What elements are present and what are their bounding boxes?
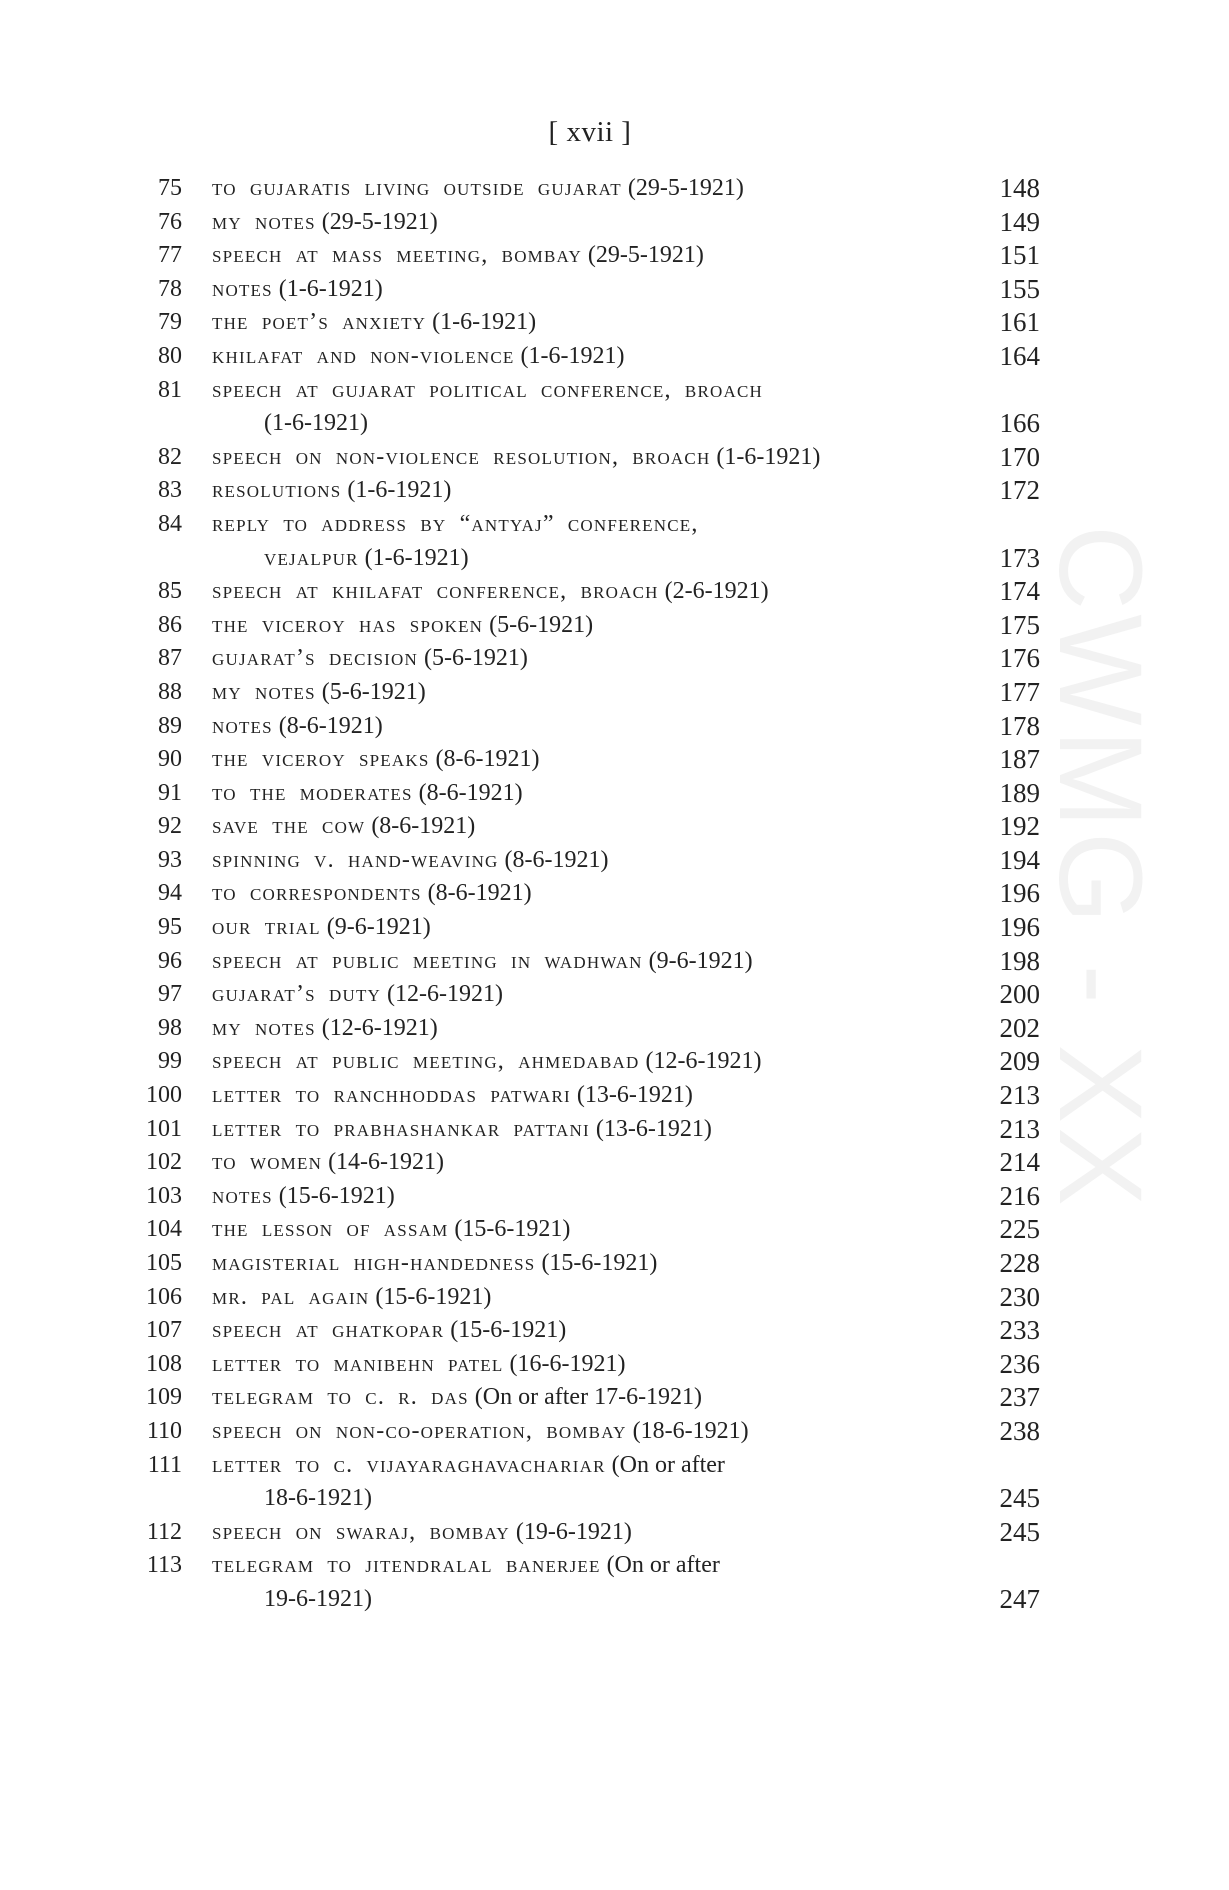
entry-page: 247 bbox=[999, 1583, 1040, 1614]
contents-entry bbox=[140, 306, 1040, 340]
entry-date: (5-6-1921) bbox=[423, 645, 528, 672]
entry-page: 151 bbox=[999, 240, 1040, 271]
contents-entry bbox=[140, 1180, 1040, 1214]
contents-entry bbox=[140, 441, 1040, 475]
entry-page: 172 bbox=[999, 475, 1040, 506]
entry-title bbox=[212, 1348, 1064, 1382]
entry-title bbox=[212, 1079, 1064, 1113]
entry-title bbox=[212, 810, 1064, 844]
entry-number: 93 bbox=[158, 846, 182, 873]
entry-title-text: my notes bbox=[212, 208, 316, 235]
entry-page: 175 bbox=[999, 609, 1040, 640]
contents-entry bbox=[140, 1549, 1040, 1616]
entry-title-text: notes bbox=[212, 1182, 273, 1209]
entry-page: 233 bbox=[999, 1315, 1040, 1346]
entry-page: 228 bbox=[999, 1248, 1040, 1278]
entry-title-text: gujarat’s decision bbox=[212, 645, 418, 672]
entry-page: 177 bbox=[999, 676, 1040, 707]
entry-date: (13-6-1921) bbox=[595, 1115, 712, 1142]
entry-title-text: magisterial high-handedness bbox=[212, 1250, 536, 1276]
entry-title-text: letter to manibehn patel bbox=[212, 1350, 504, 1377]
entry-title-text: resolutions bbox=[212, 477, 342, 504]
entry-title-text: spinning v. hand-weaving bbox=[212, 846, 499, 873]
entry-number: 96 bbox=[158, 947, 182, 974]
entry-title-text: letter to prabhashankar pattani bbox=[212, 1115, 590, 1142]
entry-title bbox=[212, 273, 1064, 307]
entry-page: 213 bbox=[999, 1113, 1040, 1144]
contents-entry bbox=[140, 1415, 1040, 1449]
entry-title bbox=[212, 1281, 1064, 1315]
contents-entry bbox=[140, 844, 1040, 878]
contents-entry bbox=[140, 710, 1040, 744]
entry-title bbox=[212, 609, 1064, 643]
contents-entry bbox=[140, 1449, 1040, 1516]
entry-page: 236 bbox=[999, 1348, 1040, 1379]
contents-entry bbox=[140, 743, 1040, 777]
entry-date: (1-6-1921) bbox=[264, 410, 368, 437]
entry-title bbox=[212, 1449, 1064, 1516]
entry-page: 216 bbox=[999, 1180, 1040, 1211]
entry-date: (12-6-1921) bbox=[321, 1014, 438, 1041]
entry-title-text: speech on non-co-operation, bombay bbox=[212, 1417, 627, 1444]
entry-date-start: (On or after bbox=[611, 1451, 725, 1478]
entry-title bbox=[212, 1247, 1064, 1281]
entry-number: 107 bbox=[146, 1317, 182, 1344]
contents-entry bbox=[140, 172, 1040, 206]
entry-date: (1-6-1921) bbox=[278, 275, 383, 302]
contents-entry bbox=[140, 1146, 1040, 1180]
entry-date: (15-6-1921) bbox=[454, 1216, 571, 1243]
entry-number: 83 bbox=[158, 477, 182, 504]
entry-number: 76 bbox=[158, 208, 182, 235]
entry-title bbox=[212, 206, 1064, 240]
contents-entry bbox=[140, 609, 1040, 643]
contents-entry bbox=[140, 239, 1040, 273]
contents-entry bbox=[140, 1348, 1040, 1382]
entry-number: 88 bbox=[158, 678, 182, 705]
contents-entry bbox=[140, 1045, 1040, 1079]
entry-page: 189 bbox=[999, 777, 1040, 808]
entry-title bbox=[212, 978, 1064, 1012]
entry-number: 112 bbox=[146, 1518, 182, 1545]
contents-entry bbox=[140, 1247, 1040, 1281]
entry-number: 109 bbox=[146, 1384, 182, 1411]
entry-title bbox=[212, 911, 1064, 945]
entry-page: 155 bbox=[999, 273, 1040, 304]
entry-title-text: my notes bbox=[212, 1014, 316, 1041]
entry-page: 170 bbox=[999, 441, 1040, 472]
entry-title-text: the viceroy speaks bbox=[212, 746, 430, 773]
contents-entry bbox=[140, 374, 1040, 441]
entry-date: (12-6-1921) bbox=[387, 981, 503, 1008]
entry-title-text: to the moderates bbox=[212, 779, 413, 806]
entry-title bbox=[212, 508, 1064, 575]
entry-title bbox=[212, 1180, 1064, 1214]
entry-title-text: reply to address by “antyaj” conference, bbox=[212, 510, 699, 537]
entry-date: (15-6-1921) bbox=[375, 1283, 492, 1310]
contents-entry bbox=[140, 1079, 1040, 1113]
entry-number: 110 bbox=[146, 1417, 182, 1444]
entry-date: (On or after 17-6-1921) bbox=[474, 1384, 703, 1411]
entry-title bbox=[212, 172, 1064, 206]
entry-title-text: to women bbox=[212, 1149, 323, 1176]
entry-title bbox=[212, 1213, 1064, 1247]
entry-number: 80 bbox=[158, 342, 182, 369]
entry-number: 78 bbox=[158, 275, 182, 302]
entry-title bbox=[212, 1113, 1064, 1147]
entry-title bbox=[212, 340, 1064, 374]
entry-number: 95 bbox=[158, 914, 182, 941]
watermark-text: CWMG - XX bbox=[1034, 525, 1166, 1210]
entry-page: 200 bbox=[999, 979, 1040, 1010]
contents-entry bbox=[140, 474, 1040, 508]
entry-date: (1-6-1921) bbox=[716, 443, 821, 470]
entry-page: 237 bbox=[999, 1382, 1040, 1413]
entry-title bbox=[212, 844, 1064, 878]
entry-page: 173 bbox=[999, 542, 1040, 573]
page-number: [ xvii ] bbox=[548, 116, 632, 148]
entry-title bbox=[212, 575, 1064, 609]
contents-entry bbox=[140, 978, 1040, 1012]
entry-number: 103 bbox=[146, 1182, 182, 1209]
entry-title bbox=[212, 1549, 1064, 1616]
entry-date: (16-6-1921) bbox=[509, 1350, 626, 1377]
contents-entry bbox=[140, 1381, 1040, 1415]
entry-number: 111 bbox=[147, 1451, 182, 1478]
contents-entry bbox=[140, 810, 1040, 844]
entry-page: 238 bbox=[999, 1415, 1040, 1446]
entry-page: 209 bbox=[999, 1046, 1040, 1077]
contents-entry bbox=[140, 777, 1040, 811]
entry-title bbox=[212, 743, 1064, 777]
entry-date: (8-6-1921) bbox=[504, 846, 609, 873]
entry-title bbox=[212, 877, 1064, 911]
entry-page: 213 bbox=[999, 1080, 1040, 1111]
contents-entry bbox=[140, 1113, 1040, 1147]
entry-title-text: save the cow bbox=[212, 813, 366, 840]
entry-page: 192 bbox=[999, 811, 1040, 842]
entry-date: (29-5-1921) bbox=[321, 208, 438, 235]
entry-date-end: 18-6-1921) bbox=[264, 1485, 372, 1512]
contents-entry bbox=[140, 1213, 1040, 1247]
entry-title bbox=[212, 1415, 1064, 1449]
entry-title bbox=[212, 710, 1064, 744]
contents-entry bbox=[140, 911, 1040, 945]
entry-title-text: mr. pal again bbox=[212, 1283, 370, 1310]
entry-title-text: the poet’s anxiety bbox=[212, 309, 427, 336]
entry-number: 106 bbox=[146, 1283, 182, 1310]
entry-title bbox=[212, 239, 1064, 273]
entry-date: (1-6-1921) bbox=[520, 342, 625, 369]
entry-date: (15-6-1921) bbox=[278, 1182, 395, 1209]
entry-number: 108 bbox=[146, 1350, 182, 1377]
entry-title-text: letter to ranchhoddas patwari bbox=[212, 1082, 571, 1109]
entry-number: 90 bbox=[158, 746, 182, 773]
contents-entry bbox=[140, 676, 1040, 710]
entry-title-text: our trial bbox=[212, 914, 321, 941]
entry-date: (1-6-1921) bbox=[347, 477, 452, 504]
entry-date: (15-6-1921) bbox=[541, 1250, 658, 1276]
contents-entry bbox=[140, 642, 1040, 676]
entry-page: 230 bbox=[999, 1281, 1040, 1312]
entry-title bbox=[212, 945, 1064, 979]
entry-date: (8-6-1921) bbox=[418, 779, 523, 806]
entry-title-text: the viceroy has spoken bbox=[212, 611, 484, 638]
entry-number: 94 bbox=[158, 880, 182, 907]
entry-number: 81 bbox=[158, 376, 182, 403]
contents-entry bbox=[140, 945, 1040, 979]
entry-number: 98 bbox=[158, 1014, 182, 1041]
entry-title-text: telegram to jitendralal banerjee bbox=[212, 1552, 601, 1579]
entry-date: (8-6-1921) bbox=[278, 712, 383, 739]
entry-title bbox=[212, 1146, 1064, 1180]
entry-title-text: speech at khilafat conference, broach bbox=[212, 578, 659, 605]
entry-title bbox=[212, 777, 1064, 811]
entry-number: 97 bbox=[158, 981, 182, 1008]
entry-title-text: speech on non-violence resolution, broach bbox=[212, 443, 711, 470]
entry-date: (12-6-1921) bbox=[645, 1048, 762, 1075]
entry-title bbox=[212, 1045, 1064, 1079]
entry-number: 75 bbox=[158, 175, 182, 201]
entry-title-text: speech at mass meeting, bombay bbox=[212, 242, 582, 269]
entry-title-text: the lesson of assam bbox=[212, 1216, 449, 1243]
entry-title bbox=[212, 1012, 1064, 1046]
entry-title-text: gujarat’s duty bbox=[212, 981, 382, 1008]
entry-page: 245 bbox=[999, 1516, 1040, 1547]
entry-number: 102 bbox=[146, 1149, 182, 1176]
entry-date: (9-6-1921) bbox=[648, 947, 753, 974]
watermark bbox=[1034, 525, 1180, 1355]
entry-date: (5-6-1921) bbox=[321, 678, 426, 705]
entry-date: (2-6-1921) bbox=[664, 578, 769, 605]
entry-title-cont-text: vejalpur bbox=[264, 544, 359, 571]
entry-title bbox=[212, 474, 1064, 508]
entry-number: 92 bbox=[158, 813, 182, 840]
entry-date: (8-6-1921) bbox=[435, 746, 540, 773]
entry-date: (1-6-1921) bbox=[364, 544, 469, 571]
contents-entry bbox=[140, 206, 1040, 240]
contents-entry bbox=[140, 1281, 1040, 1315]
contents-list bbox=[140, 172, 1040, 1617]
entry-number: 104 bbox=[146, 1216, 182, 1243]
entry-number: 79 bbox=[158, 309, 182, 336]
entry-number: 84 bbox=[158, 510, 182, 537]
entry-title-text: speech at public meeting, ahmedabad bbox=[212, 1048, 640, 1075]
contents-entry bbox=[140, 1314, 1040, 1348]
entry-number: 89 bbox=[158, 712, 182, 739]
entry-number: 85 bbox=[158, 578, 182, 605]
entry-title bbox=[212, 1381, 1064, 1415]
entry-date-start: (On or after bbox=[606, 1552, 720, 1579]
entry-number: 77 bbox=[158, 242, 182, 269]
entry-number: 105 bbox=[146, 1250, 182, 1276]
entry-page: 149 bbox=[999, 206, 1040, 237]
contents-entry bbox=[140, 575, 1040, 609]
entry-date: (9-6-1921) bbox=[326, 914, 431, 941]
entry-page: 166 bbox=[999, 408, 1040, 439]
entry-title bbox=[212, 306, 1064, 340]
entry-title-text: speech at ghatkopar bbox=[212, 1317, 445, 1344]
entry-title bbox=[212, 374, 1064, 441]
entry-date: (13-6-1921) bbox=[576, 1082, 693, 1109]
entry-date: (5-6-1921) bbox=[489, 611, 594, 638]
entry-number: 99 bbox=[158, 1048, 182, 1075]
entry-title-text: speech on swaraj, bombay bbox=[212, 1518, 510, 1545]
entry-title bbox=[212, 676, 1064, 710]
entry-date: (19-6-1921) bbox=[515, 1518, 632, 1545]
entry-number: 91 bbox=[158, 779, 182, 806]
entry-page: 174 bbox=[999, 576, 1040, 607]
contents-entry bbox=[140, 1012, 1040, 1046]
entry-date: (15-6-1921) bbox=[450, 1317, 567, 1344]
entry-page: 176 bbox=[999, 643, 1040, 674]
entry-title-text: my notes bbox=[212, 678, 316, 705]
entry-title-continuation bbox=[212, 542, 1004, 576]
entry-title-text: letter to c. vijayaraghavachariar bbox=[212, 1451, 606, 1478]
contents-entry bbox=[140, 1516, 1040, 1550]
entry-page: 178 bbox=[999, 710, 1040, 741]
entry-date: (18-6-1921) bbox=[632, 1417, 749, 1444]
entry-date: (29-5-1921) bbox=[627, 175, 744, 201]
contents-entry bbox=[140, 877, 1040, 911]
entry-title bbox=[212, 642, 1064, 676]
entry-page: 202 bbox=[999, 1012, 1040, 1043]
entry-number: 101 bbox=[146, 1115, 182, 1142]
entry-title bbox=[212, 441, 1064, 475]
entry-page: 161 bbox=[999, 307, 1040, 338]
entry-number: 100 bbox=[146, 1082, 182, 1109]
entry-title-text: to gujaratis living outside gujarat bbox=[212, 175, 622, 201]
entry-title-text: telegram to c. r. das bbox=[212, 1384, 469, 1411]
entry-date-end: 19-6-1921) bbox=[264, 1585, 372, 1612]
entry-page: 225 bbox=[999, 1214, 1040, 1245]
contents-entry bbox=[140, 273, 1040, 307]
entry-title-text: speech at gujarat political conference, broach bbox=[212, 376, 763, 403]
entry-page: 148 bbox=[999, 173, 1040, 203]
entry-title-text: khilafat and non-violence bbox=[212, 342, 515, 369]
contents-entry bbox=[140, 508, 1040, 575]
entry-page: 198 bbox=[999, 945, 1040, 976]
contents-entry bbox=[140, 340, 1040, 374]
entry-title-text: notes bbox=[212, 712, 273, 739]
entry-page: 196 bbox=[999, 912, 1040, 943]
entry-title-text: notes bbox=[212, 275, 273, 302]
entry-number: 87 bbox=[158, 645, 182, 672]
entry-page: 245 bbox=[999, 1483, 1040, 1514]
entry-date: (1-6-1921) bbox=[432, 309, 537, 336]
entry-page: 187 bbox=[999, 744, 1040, 775]
entry-date: (29-5-1921) bbox=[587, 242, 704, 269]
entry-title bbox=[212, 1314, 1064, 1348]
entry-title bbox=[212, 1516, 1064, 1550]
entry-page: 196 bbox=[999, 878, 1040, 909]
entry-number: 86 bbox=[158, 611, 182, 638]
entry-title-text: to correspondents bbox=[212, 880, 422, 907]
entry-date: (14-6-1921) bbox=[328, 1149, 445, 1176]
entry-number: 113 bbox=[146, 1552, 182, 1579]
entry-page: 194 bbox=[999, 844, 1040, 875]
entry-number: 82 bbox=[158, 443, 182, 470]
entry-page: 164 bbox=[999, 340, 1040, 371]
entry-date: (8-6-1921) bbox=[371, 813, 476, 840]
entry-page: 214 bbox=[999, 1147, 1040, 1178]
entry-title-text: speech at public meeting in wadhwan bbox=[212, 947, 643, 974]
entry-date: (8-6-1921) bbox=[427, 880, 532, 907]
